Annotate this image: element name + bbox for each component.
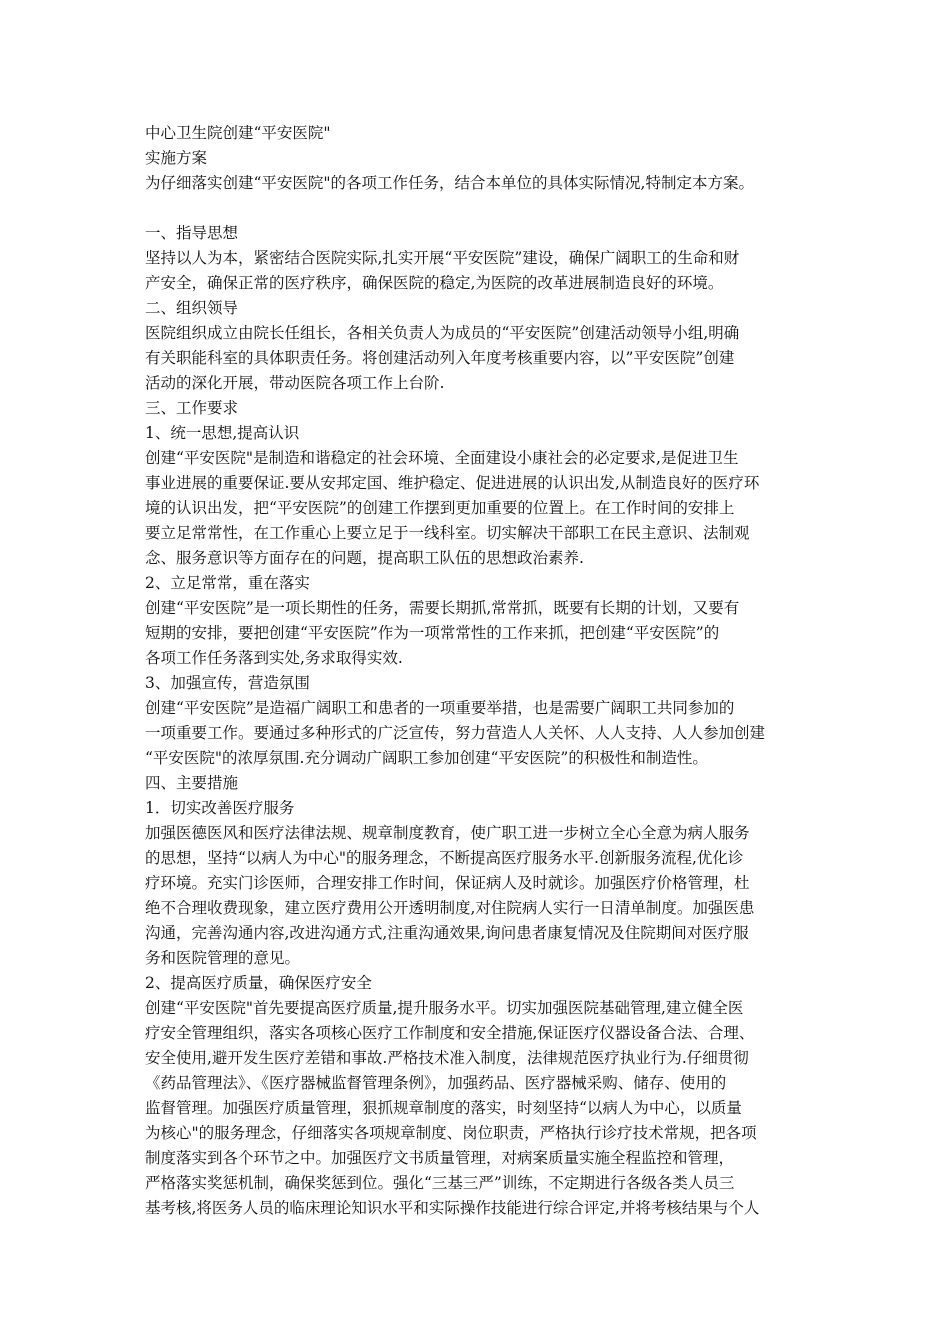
text-line: 务和医院管理的意见。	[145, 949, 301, 967]
text-line: “平安医院"的浓厚氛围.充分调动广阔职工参加创建“平安医院”的积极性和制造性。	[145, 749, 708, 767]
text-line: 《药品管理法》、《医疗器械监督管理条例》，加强药品、医疗器械采购、储存、使用的	[145, 1074, 727, 1092]
body-lines	[145, 221, 825, 1221]
text-line: 2、提高医疗质量，确保医疗安全	[145, 974, 372, 992]
text-line: 二、组织领导	[145, 299, 239, 317]
document-body	[145, 121, 825, 1221]
text-line: 疗环境。充实门诊医师，合理安排工作时间，保证病人及时就诊。加强医疗价格管理，杜	[145, 874, 750, 892]
text-line: 为核心"的服务理念，仔细落实各项规章制度、岗位职责，严格执行诊疗技术常规，把各项	[145, 1124, 757, 1142]
text-line: 产安全，确保正常的医疗秩序，确保医院的稳定,为医院的改革进展制造良好的环境。	[145, 274, 724, 292]
text-line: 1、统一思想,提高认识	[145, 424, 300, 442]
text-line: 各项工作任务落到实处,务求取得实效.	[145, 649, 403, 667]
text-line: 创建“平安医院”是造福广阔职工和患者的一项重要举措，也是需要广阔职工共同参加的	[145, 699, 735, 717]
text-line: 2、立足常常，重在落实	[145, 574, 310, 592]
text-line: 医院组织成立由院长任组长，各相关负责人为成员的“平安医院”创建活动领导小组,明确	[145, 324, 740, 342]
text-line: 安全使用,避开发生医疗差错和事故.严格技术准入制度，法律规范医疗执业行为.仔细贯彻	[145, 1049, 749, 1067]
text-line: 3、加强宣传，营造氛围	[145, 674, 310, 692]
document-subtitle: 实施方案	[145, 149, 208, 167]
text-line: 有关职能科室的具体职责任务。将创建活动列入年度考核重要内容，以”平安医院”创建	[145, 349, 735, 367]
text-line: 创建“平安医院"首先要提高医疗质量,提升服务水平。切实加强医院基础管理,建立健全医	[145, 999, 744, 1017]
text-line: 严格落实奖惩机制，确保奖惩到位。强化“三基三严”训练，不定期进行各级各类人员三	[145, 1174, 735, 1192]
text-line: 短期的安排，要把创建“平安医院”作为一项常常性的工作来抓，把创建“平安医院”的	[145, 624, 720, 642]
text-line: 活动的深化开展，带动医院各项工作上台阶.	[145, 374, 445, 392]
text-line: 事业进展的重要保证.要从安邦定国、维护稳定、促进进展的认识出发,从制造良好的医疗环	[145, 474, 760, 492]
text-line: 创建“平安医院"是制造和谐稳定的社会环境、全面建设小康社会的必定要求,是促进卫生	[145, 449, 739, 467]
text-line: 制度落实到各个环节之中。加强医疗文书质量管理，对病案质量实施全程监控和管理，	[145, 1149, 735, 1167]
text-line: 沟通，完善沟通内容,改进沟通方式,注重沟通效果,询问患者康复情况及住院期间对医疗服	[145, 924, 749, 942]
document-title: 中心卫生院创建“平安医院"	[145, 124, 331, 142]
text-line: 1．切实改善医疗服务	[145, 799, 295, 817]
text-line: 要立足常常性，在工作重心上要立足于一线科室。切实解决干部职工在民主意识、法制观	[145, 524, 750, 542]
text-line: 加强医德医风和医疗法律法规、规章制度教育，使广职工进一步树立全心全意为病人服务	[145, 824, 750, 842]
text-line: 绝不合理收费现象，建立医疗费用公开透明制度,对住院病人实行一日清单制度。加强医患	[145, 899, 755, 917]
text-line: 四、主要措施	[145, 774, 239, 792]
text-line: 一、指导思想	[145, 224, 239, 242]
text-line: 创建“平安医院”是一项长期性的任务，需要长期抓,常常抓，既要有长期的计划，又要有	[145, 599, 740, 617]
blank-line	[145, 196, 825, 221]
text-line: 监督管理。加强医疗质量管理，狠抓规章制度的落实，时刻坚持“以病人为中心，以质量	[145, 1099, 742, 1117]
text-line: 境的认识出发，把“平安医院”的创建工作摆到更加重要的位置上。在工作时间的安排上	[145, 499, 735, 517]
text-line: 三、工作要求	[145, 399, 239, 417]
text-line: 疗安全管理组织，落实各项核心医疗工作制度和安全措施,保证医疗仪器设备合法、合理、	[145, 1024, 755, 1042]
text-line: 念、服务意识等方面存在的问题，提高职工队伍的思想政治素养.	[145, 549, 584, 567]
text-line: 一项重要工作。要通过多种形式的广泛宣传，努力营造人人关怀、人人支持、人人参加创建	[145, 724, 766, 742]
text-line: 基考核,将医务人员的临床理论知识水平和实际操作技能进行综合评定,并将考核结果与个人	[145, 1199, 760, 1217]
text-line: 坚持以人为本，紧密结合医院实际,扎实开展“平安医院”建设，确保广阔职工的生命和财	[145, 249, 740, 267]
text-line: 的思想，坚持“以病人为中心"的服务理念，不断提高医疗服务水平.创新服务流程,优化诊	[145, 849, 744, 867]
intro-paragraph: 为仔细落实创建“平安医院"的各项工作任务，结合本单位的具体实际情况,特制定本方案。	[145, 174, 754, 192]
